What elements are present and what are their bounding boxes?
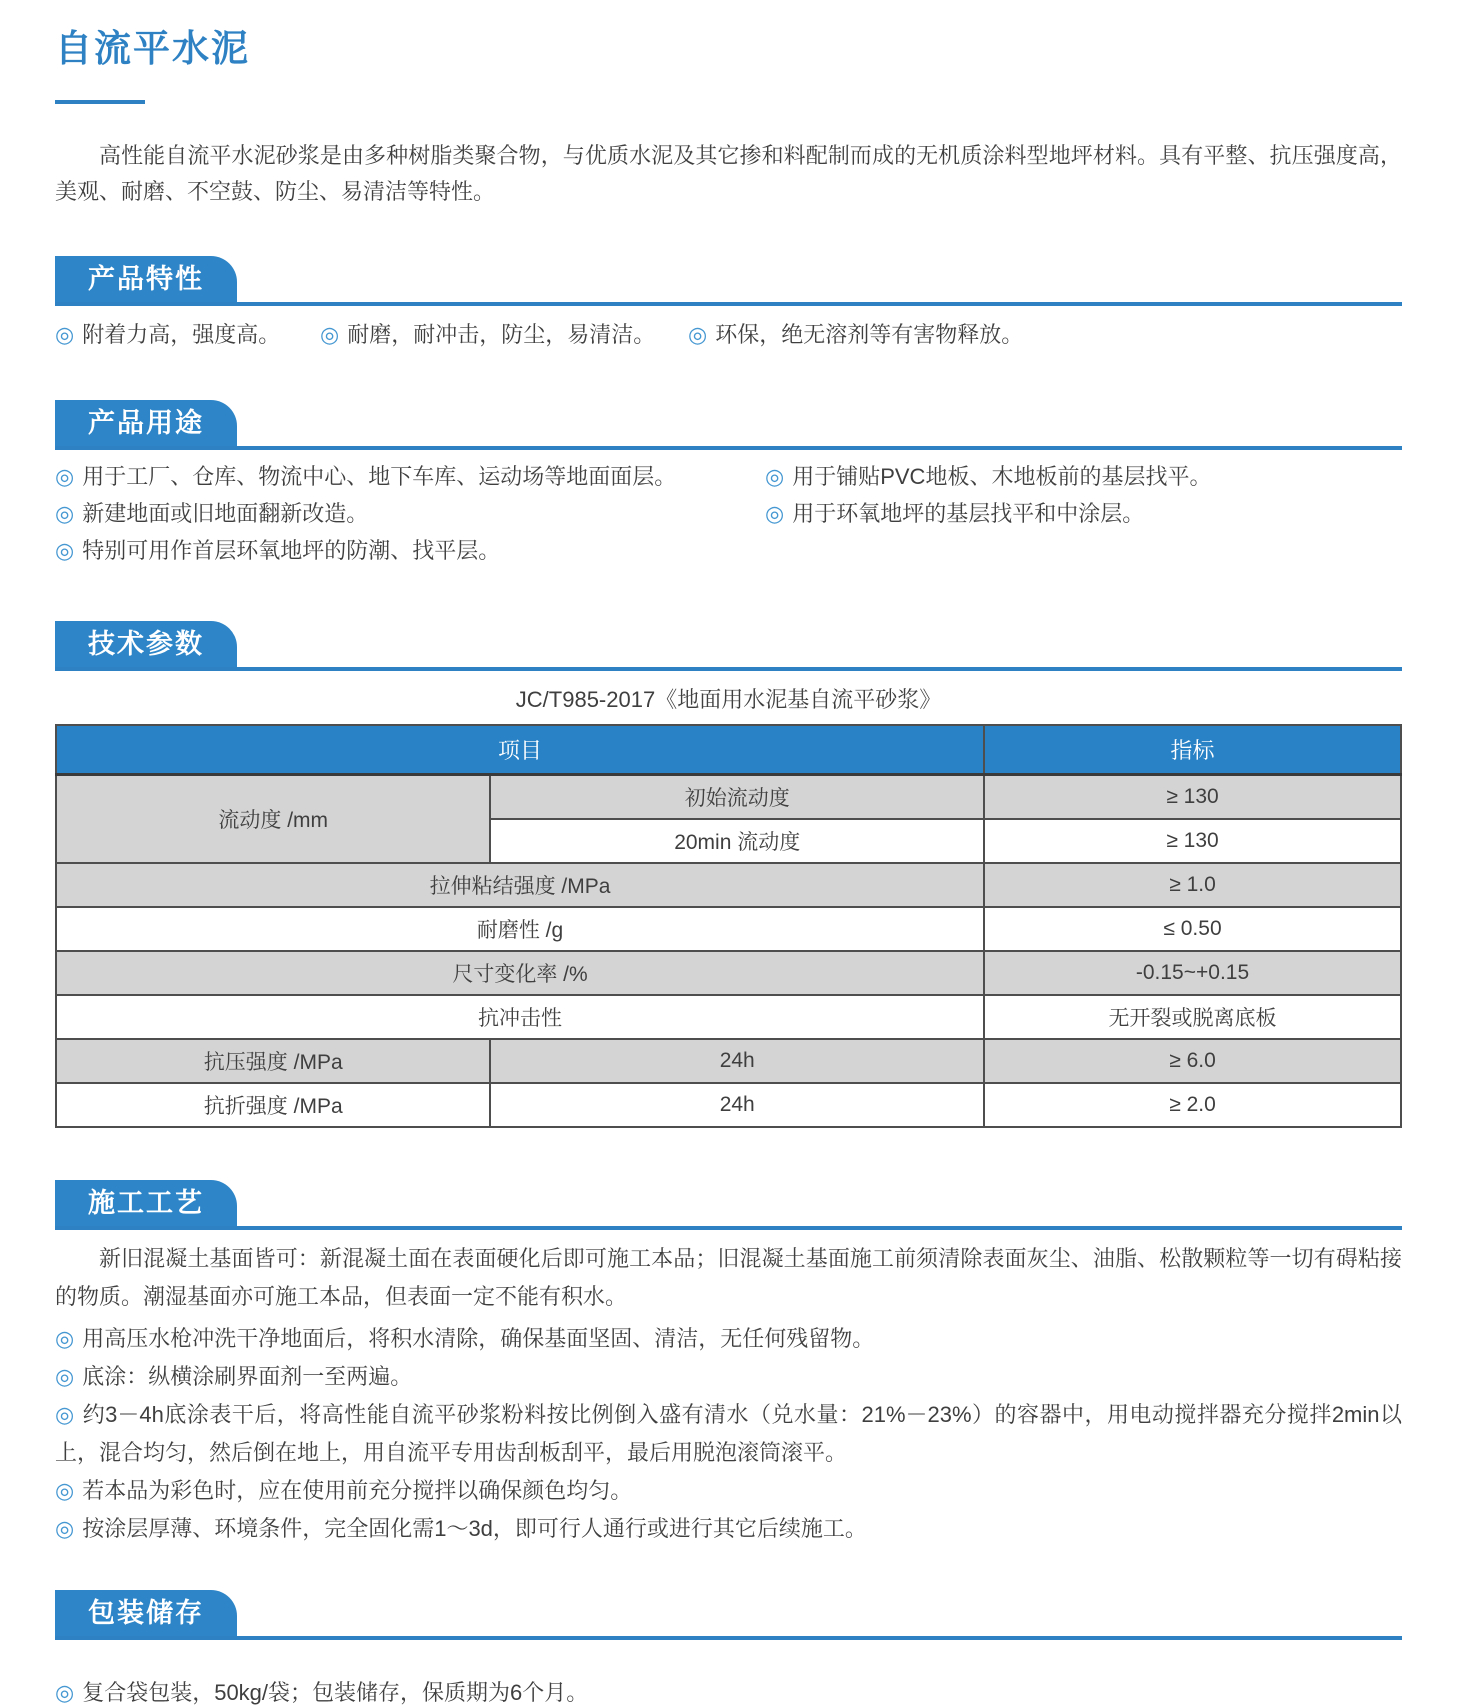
section-tab-process: 施工工艺 [55, 1180, 237, 1226]
process-item-text: 按涂层厚薄、环境条件，完全固化需1～3d，即可行人通行或进行其它后续施工。 [82, 1516, 867, 1541]
table-header-row [56, 725, 1401, 775]
section-uses [55, 400, 1402, 573]
use-item-text: 特别可用作首层环氧地坪的防潮、找平层。 [82, 538, 501, 563]
process-item-text: 用高压水枪冲洗干净地面后，将积水清除，确保基面坚固、清洁，无任何残留物。 [82, 1326, 875, 1351]
use-item-text: 用于环氧地坪的基层找平和中涂层。 [792, 501, 1145, 526]
section-banner-uses [55, 400, 1402, 450]
table-cell: ≥ 2.0 [984, 1083, 1401, 1127]
section-banner-features [55, 256, 1402, 306]
use-item-text: 用于铺贴PVC地板、木地板前的基层找平。 [792, 464, 1212, 489]
bullet-icon: ◎ [55, 1402, 75, 1427]
process-list [55, 1320, 1402, 1548]
uses-list [55, 462, 1402, 573]
section-parameters [55, 621, 1402, 1128]
table-cell: 流动度 /mm [56, 775, 490, 864]
table-cell: -0.15~+0.15 [984, 951, 1401, 995]
section-tab-features: 产品特性 [55, 256, 237, 302]
feature-item-text: 附着力高，强度高。 [82, 322, 281, 347]
bullet-icon: ◎ [320, 322, 340, 347]
feature-item [55, 320, 320, 350]
table-cell: 耐磨性 /g [56, 907, 984, 951]
feature-item-text: 环保，绝无溶剂等有害物释放。 [715, 322, 1024, 347]
column-header-item: 项目 [56, 725, 984, 775]
section-banner-packaging [55, 1590, 1402, 1640]
table-cell: 初始流动度 [490, 775, 984, 820]
packaging-item [55, 1678, 1402, 1708]
bullet-icon: ◎ [55, 322, 75, 347]
feature-item-text: 耐磨，耐冲击，防尘，易清洁。 [347, 322, 656, 347]
table-cell: 24h [490, 1039, 984, 1083]
section-banner-process [55, 1180, 1402, 1230]
table-cell: 尺寸变化率 /% [56, 951, 984, 995]
section-banner-parameters [55, 621, 1402, 671]
use-item-text: 用于工厂、仓库、物流中心、地下车库、运动场等地面面层。 [82, 464, 677, 489]
section-tab-packaging: 包装储存 [55, 1590, 237, 1636]
uses-column-right [765, 462, 1402, 573]
table-row [56, 1039, 1401, 1083]
section-process [55, 1180, 1402, 1548]
table-row [56, 951, 1401, 995]
process-item [55, 1472, 1402, 1510]
process-item [55, 1320, 1402, 1358]
process-item-text: 约3－4h底涂表干后，将高性能自流平砂浆粉料按比例倒入盛有清水（兑水量：21%－23%）的容器中，用电动搅拌器充分搅拌2min以上，混合均匀，然后倒在地上，用自流平专用齿刮板刮平，最后用脱泡滚筒滚平。 [55, 1402, 1402, 1465]
use-item-text: 新建地面或旧地面翻新改造。 [82, 501, 369, 526]
table-cell: ≥ 1.0 [984, 863, 1401, 907]
table-cell: ≥ 130 [984, 819, 1401, 863]
packaging-item-text: 复合袋包装，50kg/袋；包装储存，保质期为6个月。 [82, 1680, 589, 1705]
table-cell: 拉伸粘结强度 /MPa [56, 863, 984, 907]
table-cell: ≥ 6.0 [984, 1039, 1401, 1083]
bullet-icon: ◎ [688, 322, 708, 347]
table-cell: 抗折强度 /MPa [56, 1083, 490, 1127]
feature-item [320, 320, 688, 350]
process-item [55, 1510, 1402, 1548]
feature-item [688, 320, 1023, 350]
bullet-icon: ◎ [55, 1326, 75, 1351]
page-title: 自流平水泥 [55, 28, 250, 69]
section-tab-uses: 产品用途 [55, 400, 237, 446]
bullet-icon: ◎ [765, 464, 785, 489]
process-item-text: 若本品为彩色时，应在使用前充分搅拌以确保颜色均匀。 [82, 1478, 633, 1503]
section-features [55, 256, 1402, 350]
table-cell: ≥ 130 [984, 775, 1401, 820]
title-underline [55, 100, 145, 104]
features-list [55, 320, 1402, 350]
table-cell: ≤ 0.50 [984, 907, 1401, 951]
bullet-icon: ◎ [765, 501, 785, 526]
intro-paragraph: 高性能自流平水泥砂浆是由多种树脂类聚合物，与优质水泥及其它掺和料配制而成的无机质涂料型地坪材料。具有平整、抗压强度高，美观、耐磨、不空鼓、防尘、易清洁等特性。 [55, 143, 1402, 204]
spec-table [55, 724, 1402, 1128]
table-cell: 抗压强度 /MPa [56, 1039, 490, 1083]
process-item-text: 底涂：纵横涂刷界面剂一至两遍。 [82, 1364, 413, 1389]
uses-column-left [55, 462, 765, 573]
table-row [56, 907, 1401, 951]
table-row [56, 995, 1401, 1039]
process-item [55, 1358, 1402, 1396]
bullet-icon: ◎ [55, 501, 75, 526]
table-cell: 24h [490, 1083, 984, 1127]
table-row [56, 775, 1401, 820]
use-item [765, 499, 1402, 529]
table-row [56, 1083, 1401, 1127]
table-cell: 抗冲击性 [56, 995, 984, 1039]
section-packaging [55, 1590, 1402, 1708]
use-item [765, 462, 1402, 492]
process-item [55, 1396, 1402, 1472]
section-tab-parameters: 技术参数 [55, 621, 237, 667]
bullet-icon: ◎ [55, 464, 75, 489]
table-cell: 无开裂或脱离底板 [984, 995, 1401, 1039]
column-header-index: 指标 [984, 725, 1401, 775]
bullet-icon: ◎ [55, 1516, 75, 1541]
process-paragraph: 新旧混凝土基面皆可：新混凝土面在表面硬化后即可施工本品；旧混凝土基面施工前须清除表面灰尘、油脂、松散颗粒等一切有碍粘接的物质。潮湿基面亦可施工本品，但表面一定不能有积水。 [55, 1246, 1402, 1309]
table-caption: JC/T985-2017《地面用水泥基自流平砂浆》 [515, 687, 942, 712]
use-item [55, 499, 765, 529]
bullet-icon: ◎ [55, 1478, 75, 1503]
table-cell: 20min 流动度 [490, 819, 984, 863]
bullet-icon: ◎ [55, 1364, 75, 1389]
use-item [55, 536, 765, 566]
bullet-icon: ◎ [55, 1680, 75, 1705]
use-item [55, 462, 765, 492]
bullet-icon: ◎ [55, 538, 75, 563]
table-row [56, 863, 1401, 907]
